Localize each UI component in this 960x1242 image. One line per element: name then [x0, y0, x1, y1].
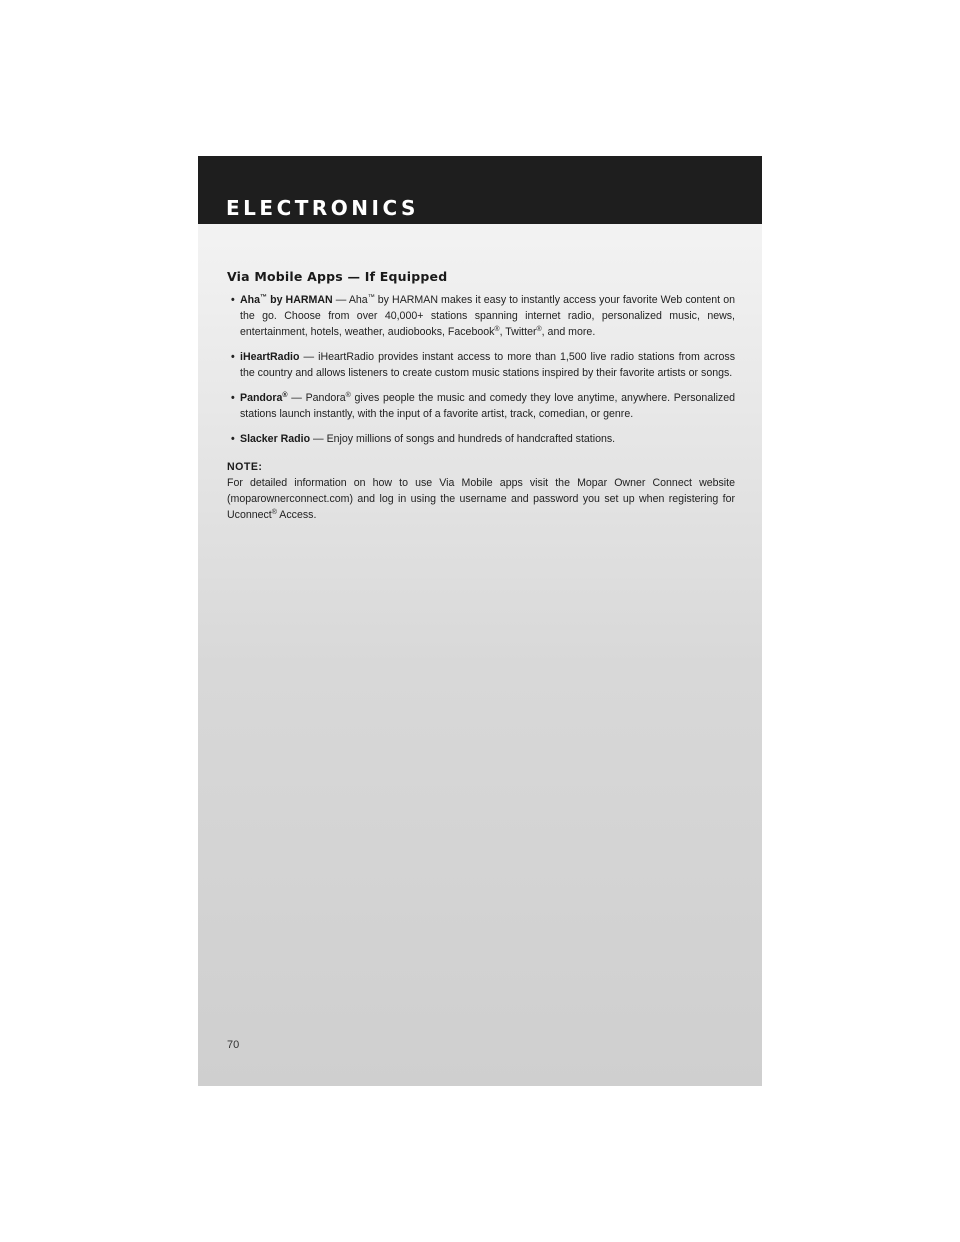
bullet-icon: • — [231, 294, 235, 306]
bullet-icon: • — [231, 351, 235, 363]
app-name: iHeartRadio — [240, 351, 300, 363]
app-description: — iHeartRadio provides instant access to more than 1,500 live radio stations from across the country and allows listeners to create custom music stations inspired by their favorite artists or songs. — [240, 351, 735, 379]
app-name: Slacker Radio — [240, 433, 311, 445]
app-name: Aha™ by HARMAN — [240, 294, 333, 306]
list-item-slacker-radio — [227, 431, 735, 447]
list-item-iheartradio — [227, 349, 735, 381]
list-item-pandora — [227, 390, 735, 422]
app-description: — Aha™ by HARMAN makes it easy to instantly access your favorite Web content on the go. Choose from over 40,000+ stations spanning internet radio, personalized music, news, entertainment, hotels, weather, audiobooks, Facebook®, Twitter®, and more. — [240, 294, 735, 338]
page-content — [227, 269, 735, 523]
subsection-heading: Via Mobile Apps — If Equipped — [227, 269, 448, 284]
app-name: Pandora® — [240, 392, 288, 404]
note-text: For detailed information on how to use Via Mobile apps visit the Mopar Owner Connect website (moparownerconnect.com) and log in using the username and password you set up when registering for Uconnect® Access. — [227, 477, 735, 521]
manual-page — [198, 156, 762, 1086]
section-header-band — [198, 156, 762, 224]
note-label: NOTE: — [227, 461, 263, 473]
bullet-icon: • — [231, 392, 235, 404]
app-description: — Enjoy millions of songs and hundreds of handcrafted stations. — [313, 433, 616, 445]
page-number: 70 — [227, 1039, 240, 1051]
apps-list — [227, 292, 735, 447]
section-title: ELECTRONICS — [226, 196, 419, 220]
list-item-aha — [227, 292, 735, 340]
bullet-icon: • — [231, 433, 235, 445]
app-description: — Pandora® gives people the music and comedy they love anytime, anywhere. Personalized stations launch instantly, with the input of a favorite artist, track, comedian, or genre. — [240, 392, 735, 420]
